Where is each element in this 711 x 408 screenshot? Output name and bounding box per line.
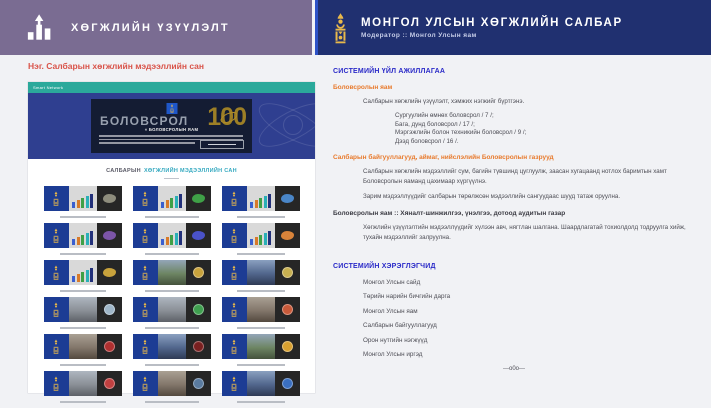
card-caption (237, 253, 285, 256)
user-list-item: Монгол Улсын яам (363, 307, 418, 315)
mini-bar-chart-icon (69, 186, 97, 211)
hero-banner (91, 99, 252, 153)
bar-chart-up-arrow-icon (26, 14, 56, 41)
site-grid-heading-accent: ХӨГЖЛИЙН МЭДЭЭЛЛИЙН САН (143, 168, 237, 174)
emblem-icon (186, 260, 211, 285)
site-card[interactable] (133, 297, 211, 322)
landscape-photo (247, 334, 275, 359)
user-list-item: Орон нутгийн нэгжүүд (363, 336, 428, 344)
section-subheading: Боловсролын яам :: Хяналт-шинжилгээ, үнэлгээ, дотоод аудитын газар (333, 210, 566, 218)
site-card-cell (133, 334, 211, 371)
indicator-list (395, 112, 695, 146)
soyombo-logo-icon (133, 223, 158, 248)
paragraph: Салбарын хөгжлийн үзүүлэлт, хэмжих нэгжийг бүртгэнэ. (363, 98, 525, 105)
users-heading: СИСТЕМИЙН ХЭРЭГЛЭГЧИД (333, 262, 436, 270)
landscape-photo (247, 260, 275, 285)
activity-blocks (333, 84, 695, 242)
site-navbar[interactable] (28, 82, 315, 93)
landscape-photo (158, 260, 186, 285)
list-item: Сургуулийн өмнөх боловсрол / 7 /; (395, 112, 494, 120)
site-card[interactable] (133, 260, 211, 285)
site-body (28, 159, 315, 408)
card-caption (237, 290, 285, 293)
card-caption (145, 401, 199, 404)
mini-bar-chart-icon (158, 186, 186, 211)
list-item: Дээд боловсрол / 16 /. (395, 137, 459, 145)
header-bar (0, 0, 711, 55)
emblem-icon (275, 260, 300, 285)
site-card-cell (133, 260, 211, 297)
paragraph: Зарим мэдээллүүдийг салбарын төрөлжсөн мэдээллийн сангуудаас шууд татаж оруулна. (363, 193, 621, 201)
user-list-item: Салбарын байгууллагууд (363, 322, 437, 330)
soyombo-logo-icon (44, 260, 69, 285)
map-glyph-icon (97, 223, 122, 248)
soyombo-logo-icon (222, 260, 247, 285)
card-caption (60, 327, 106, 330)
site-card-cell (222, 371, 300, 408)
map-glyph-icon (97, 186, 122, 211)
site-card-cell (133, 371, 211, 408)
site-grid-heading (28, 168, 315, 174)
site-card[interactable] (222, 297, 300, 322)
site-card[interactable] (222, 371, 300, 396)
site-card-cell (133, 186, 211, 223)
emblem-icon (275, 334, 300, 359)
map-glyph-icon (275, 186, 300, 211)
left-section-title: Нэг. Салбарын хөгжлийн мэдээллийн сан (28, 61, 205, 71)
card-caption (145, 364, 199, 367)
heading-rule (164, 178, 179, 179)
mini-bar-chart-icon (69, 223, 97, 248)
header-left-title: ХӨГЖЛИЙН ҮЗҮҮЛЭЛТ (71, 21, 230, 34)
site-hero (28, 93, 315, 159)
emblem-icon (97, 371, 122, 396)
site-card-cell (44, 186, 122, 223)
card-caption (237, 327, 285, 330)
soyombo-logo-icon (44, 334, 69, 359)
soyombo-logo-icon (222, 297, 247, 322)
activity-heading: СИСТЕМИЙН ҮЙЛ АЖИЛЛАГАА (333, 68, 446, 75)
atom-watermark (283, 115, 303, 135)
card-caption (145, 290, 199, 293)
paragraph: Салбарын хөгжлийн мэдээллийг сум, багийн түвшинд цуглуулж, заасан хугацаанд нотлох баримтын хамт Боловсролын яаманд цахимаар хүргүүлнэ. (363, 168, 667, 185)
soyombo-logo-icon (44, 223, 69, 248)
right-panel (333, 68, 695, 372)
soyombo-logo-icon (133, 186, 158, 211)
users-list (333, 279, 695, 359)
soyombo-logo-icon (222, 223, 247, 248)
site-card-cell (133, 297, 211, 334)
emblem-icon (275, 297, 300, 322)
site-card[interactable] (44, 297, 122, 322)
banner-org-label: « БОЛОВСРОЛЫН ЯАМ (144, 127, 199, 132)
landscape-photo (69, 371, 97, 396)
paragraph: Хөгжлийн үзүүлэлтийн мэдээллүүдийг хүлээн авч, нягтлан шалгана. Шаардлагатай тохиолдолд тодруулга хийж, тухайн мэдээллийг залруулна. (363, 224, 686, 241)
card-caption (60, 364, 106, 367)
website-screenshot (28, 82, 315, 393)
landscape-photo (158, 371, 186, 396)
map-glyph-icon (186, 223, 211, 248)
mini-bar-chart-icon (247, 223, 275, 248)
site-card[interactable] (222, 223, 300, 248)
site-card-cell (133, 223, 211, 260)
emblem-icon (186, 371, 211, 396)
site-card[interactable] (44, 334, 122, 359)
site-card-cell (222, 223, 300, 260)
soyombo-logo-icon (222, 186, 247, 211)
landscape-photo (247, 297, 275, 322)
header-left (0, 0, 312, 55)
site-card-cell (44, 297, 122, 334)
site-card-cell (222, 297, 300, 334)
map-glyph-icon (275, 223, 300, 248)
site-card[interactable] (133, 371, 211, 396)
site-card[interactable] (222, 186, 300, 211)
site-card[interactable] (222, 334, 300, 359)
banner-button[interactable] (200, 140, 244, 150)
emblem-icon (97, 297, 122, 322)
soyombo-icon (332, 12, 349, 44)
site-card[interactable] (133, 186, 211, 211)
site-card[interactable] (133, 223, 211, 248)
emblem-icon (97, 334, 122, 359)
header-right-subtitle: Модератор :: Монгол Улсын яам (361, 31, 477, 39)
user-list-item: Монгол Улсын иргэд (363, 351, 423, 359)
emblem-icon (186, 334, 211, 359)
user-list-item: Монгол Улсын сайд (363, 278, 421, 286)
landscape-photo (247, 371, 275, 396)
soyombo-logo-icon (133, 334, 158, 359)
card-caption (237, 364, 285, 367)
list-item: Мэргэжлийн болон техникийн боловсрол / 9 /; (395, 129, 527, 137)
mini-bar-chart-icon (69, 260, 97, 285)
soyombo-logo-icon (222, 334, 247, 359)
site-card-cell (44, 260, 122, 297)
soyombo-logo-icon (133, 260, 158, 285)
banner-text-line (99, 142, 195, 144)
site-card[interactable] (44, 223, 122, 248)
site-grid-heading-primary: САЛБАРЫН (106, 168, 141, 174)
slide-footer: ---о0о--- (503, 365, 525, 372)
section-subheading: Салбарын байгууллагууд, аймаг, нийслэлийн Боловсролын газрууд (333, 154, 554, 162)
emblem-icon (186, 297, 211, 322)
site-card-cell (44, 334, 122, 371)
mini-bar-chart-icon (247, 186, 275, 211)
landscape-photo (158, 334, 186, 359)
site-card[interactable] (133, 334, 211, 359)
card-caption (145, 253, 199, 256)
card-caption (237, 401, 285, 404)
site-nav-label: Smart Network (33, 85, 64, 90)
list-item: Бага, дунд боловсрол / 17 /; (395, 120, 475, 128)
card-caption (60, 253, 106, 256)
site-card-cell (44, 371, 122, 408)
site-card-cell (44, 223, 122, 260)
card-caption (145, 216, 199, 219)
site-card-cell (222, 186, 300, 223)
card-caption (60, 216, 106, 219)
emblem-icon (275, 371, 300, 396)
soyombo-logo-icon (44, 371, 69, 396)
soyombo-logo-icon (222, 371, 247, 396)
site-card-cell (222, 334, 300, 371)
banner-title: БОЛОВСРОЛ (100, 114, 189, 128)
soyombo-logo-icon (44, 186, 69, 211)
site-card[interactable] (44, 260, 122, 285)
soyombo-logo-icon (44, 297, 69, 322)
site-card[interactable] (44, 371, 122, 396)
site-card[interactable] (222, 260, 300, 285)
banner-text-line (99, 135, 243, 137)
site-card-cell (222, 260, 300, 297)
map-glyph-icon (186, 186, 211, 211)
ministry-logo-icon (166, 103, 177, 114)
mini-bar-chart-icon (158, 223, 186, 248)
card-caption (60, 401, 106, 404)
section-subheading: Боловсролын яам (333, 84, 393, 91)
user-list-item: Төрийн нарийн бичгийн дарга (363, 293, 451, 301)
landscape-photo (69, 297, 97, 322)
map-glyph-icon (97, 260, 122, 285)
soyombo-logo-icon (133, 371, 158, 396)
card-caption (145, 327, 199, 330)
card-caption (237, 216, 285, 219)
header-right-title: МОНГОЛ УЛСЫН ХӨГЖЛИЙН САЛБАР (361, 16, 623, 29)
landscape-photo (69, 334, 97, 359)
site-card[interactable] (44, 186, 122, 211)
site-card-grid (28, 186, 315, 408)
header-right (315, 0, 711, 55)
banner-anniversary-number: 100 (207, 103, 246, 131)
card-caption (60, 290, 106, 293)
landscape-photo (158, 297, 186, 322)
soyombo-logo-icon (133, 297, 158, 322)
